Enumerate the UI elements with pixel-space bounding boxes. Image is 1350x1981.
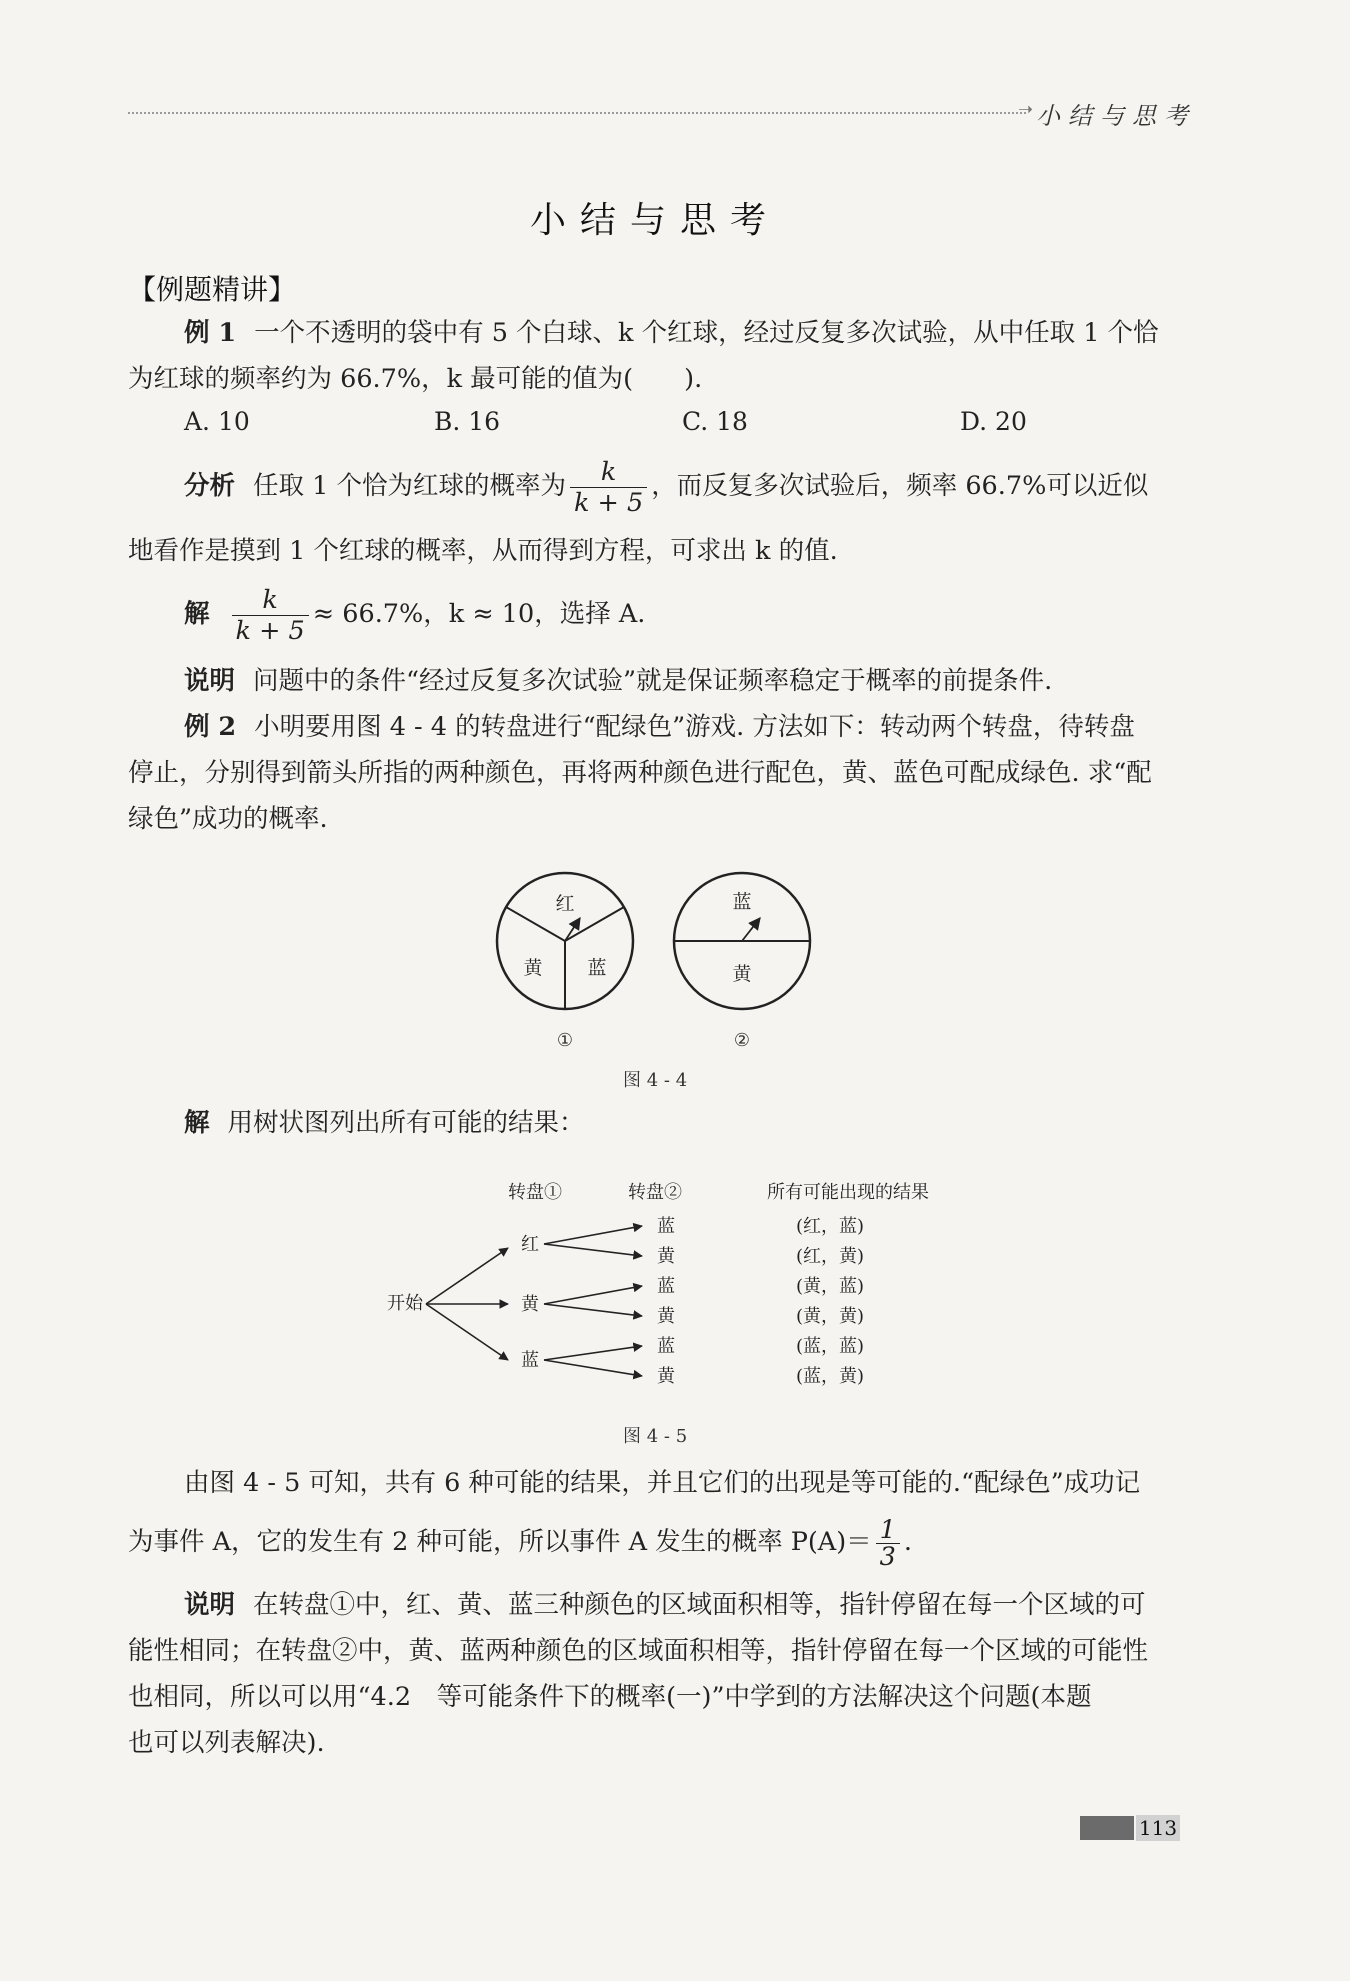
- page-number-bar: [1080, 1816, 1134, 1840]
- example1-text: 一个不透明的袋中有 5 个白球、k 个红球，经过反复多次试验，从中任取 1 个恰: [254, 318, 1159, 348]
- tree-l2-3: 蓝: [657, 1276, 675, 1297]
- example2-label: 例 2: [184, 712, 237, 742]
- analysis-pre: 任取 1 个恰为红球的概率为: [253, 471, 566, 501]
- solution2-text: 用树状图列出所有可能的结果：: [227, 1108, 585, 1138]
- example1-line1: [184, 316, 1159, 350]
- option-c: C. 18: [682, 407, 748, 436]
- tree-result-2: (红，黄): [795, 1246, 865, 1267]
- section-heading: 【例题精讲】: [128, 273, 297, 306]
- probability-fraction: [876, 1514, 900, 1572]
- option-b: B. 16: [434, 407, 501, 436]
- tree-result-4: (黄，黄): [795, 1306, 865, 1327]
- solution2-label: 解: [184, 1108, 210, 1138]
- figure-4-5-tree: [380, 1170, 940, 1400]
- note2-line4: 也可以列表解决).: [128, 1728, 325, 1758]
- spinner-2-label-yellow: 黄: [732, 963, 752, 985]
- tree-start: 开始: [387, 1293, 423, 1314]
- spinner-2-label-blue: 蓝: [732, 891, 752, 913]
- note1-label: 说明: [184, 666, 236, 696]
- page-title: 小结与思考: [529, 200, 780, 241]
- tree-l1-blue: 蓝: [521, 1350, 539, 1371]
- solution1-fraction: [232, 585, 309, 646]
- spinner-1-label-blue: 蓝: [587, 957, 607, 979]
- tree-l1-yellow: 黄: [521, 1294, 539, 1315]
- tree-result-3: (黄，蓝): [795, 1276, 865, 1297]
- note2-line1: [184, 1588, 1146, 1622]
- tree-result-6: (蓝，黄): [795, 1366, 865, 1387]
- analysis-post: ，而反复多次试验后，频率 66.7%可以近似: [651, 471, 1149, 501]
- conclusion-line2: [128, 1512, 912, 1572]
- tree-level2-branches: [544, 1226, 642, 1376]
- example2-line2: 停止，分别得到箭头所指的两种颜色，再将两种颜色进行配色，黄、蓝色可配成绿色. 求“配: [128, 758, 1152, 788]
- figure-4-4-spinners: [480, 868, 820, 1058]
- tree-l2-4: 黄: [657, 1306, 675, 1327]
- tree-header-results: 所有可能出现的结果: [767, 1182, 929, 1203]
- solution1-rest: ≈ 66.7%，k ≈ 10，选择 A.: [312, 599, 646, 629]
- spinner-2: [674, 873, 810, 1051]
- option-a: A. 10: [184, 407, 250, 436]
- tree-header-spinner1: 转盘①: [508, 1182, 562, 1203]
- tree-l2-5: 蓝: [657, 1336, 675, 1357]
- example1-label: 例 1: [184, 318, 237, 348]
- spinner-2-marker: ②: [733, 1030, 751, 1051]
- tree-l2-1: 蓝: [657, 1216, 675, 1237]
- spinner-1: [497, 873, 633, 1051]
- fraction-denominator: k + 5: [573, 487, 644, 518]
- note1-line: [184, 664, 1052, 698]
- option-d: D. 20: [960, 407, 1027, 436]
- conclusion-period: .: [903, 1527, 913, 1557]
- spinner-1-label-red: 红: [555, 893, 575, 915]
- example2-line3: 绿色”成功的概率.: [128, 804, 328, 834]
- fraction-denominator: 3: [879, 1541, 896, 1572]
- note2-line3: 也相同，所以可以用“4.2 等可能条件下的概率(一)”中学到的方法解决这个问题(本题: [128, 1682, 1092, 1712]
- solution1-line: [184, 584, 645, 646]
- note2-text: 在转盘①中，红、黄、蓝三种颜色的区域面积相等，指针停留在每一个区域的可: [253, 1590, 1146, 1620]
- solution1-label: 解: [184, 599, 210, 629]
- note1-text: 问题中的条件“经过反复多次试验”就是保证频率稳定于概率的前提条件.: [253, 666, 1053, 696]
- analysis-label: 分析: [184, 471, 236, 501]
- fraction-denominator: k + 5: [235, 615, 305, 646]
- page-number: 113: [1136, 1815, 1180, 1841]
- conclusion-line1: 由图 4 - 5 可知，共有 6 种可能的结果，并且它们的出现是等可能的.“配绿色”成功记: [184, 1468, 1141, 1498]
- example1-line2: 为红球的频率约为 66.7%，k 最可能的值为( ).: [128, 364, 703, 394]
- tree-result-1: (红，蓝): [795, 1216, 865, 1237]
- tree-l2-2: 黄: [657, 1246, 675, 1267]
- header-rule: [128, 112, 1026, 114]
- figure-4-4-caption: 图 4 - 4: [623, 1070, 688, 1091]
- note2-label: 说明: [184, 1590, 236, 1620]
- conclusion-line2-text: 为事件 A，它的发生有 2 种可能，所以事件 A 发生的概率 P(A)＝: [128, 1527, 872, 1557]
- solution2-line: [184, 1106, 585, 1140]
- header-arrow-icon: ➝: [1018, 99, 1034, 120]
- fraction-numerator: k: [570, 457, 647, 488]
- example2-line1: [184, 710, 1135, 744]
- figure-4-5-caption: 图 4 - 5: [623, 1426, 688, 1447]
- tree-header-spinner2: 转盘②: [628, 1182, 682, 1203]
- tree-l1-red: 红: [521, 1234, 539, 1255]
- tree-level1-branches: [426, 1248, 508, 1360]
- fraction-numerator: k: [232, 585, 309, 616]
- analysis-line1: [184, 456, 1148, 518]
- note2-line2: 能性相同；在转盘②中，黄、蓝两种颜色的区域面积相等，指针停留在每一个区域的可能性: [128, 1636, 1149, 1666]
- tree-l2-6: 黄: [657, 1366, 675, 1387]
- analysis-line2: 地看作是摸到 1 个红球的概率，从而得到方程，可求出 k 的值.: [128, 536, 838, 566]
- analysis-fraction: [570, 457, 647, 518]
- spinner-1-label-yellow: 黄: [523, 957, 543, 979]
- spinner-1-marker: ①: [556, 1030, 574, 1051]
- spinner-2-arrow-icon: [742, 918, 760, 941]
- tree-result-5: (蓝，蓝): [795, 1336, 865, 1357]
- fraction-numerator: 1: [876, 1517, 900, 1544]
- running-header-title: 小结与思考: [1036, 102, 1196, 130]
- example2-text: 小明要用图 4 - 4 的转盘进行“配绿色”游戏. 方法如下：转动两个转盘，待转盘: [254, 712, 1135, 742]
